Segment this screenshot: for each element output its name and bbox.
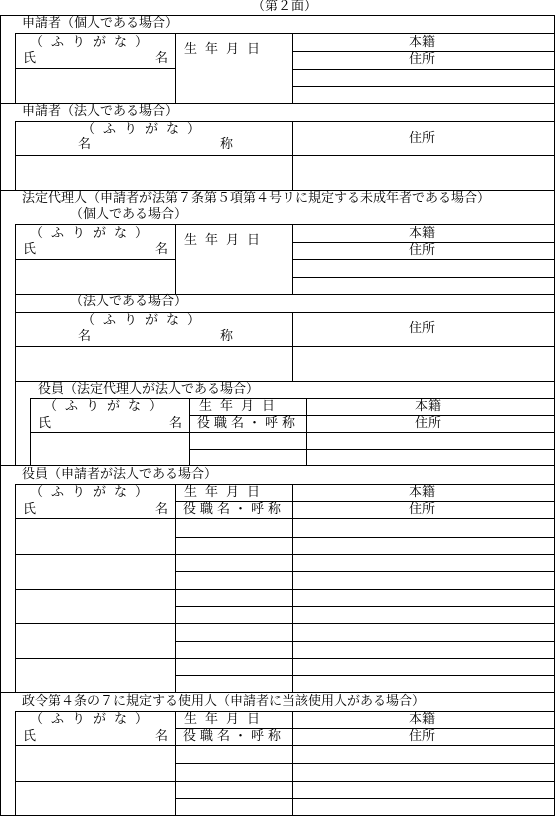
honseki-label: 本籍	[409, 226, 436, 241]
given-name-label: 名	[155, 729, 169, 744]
surname-label: 氏	[23, 729, 37, 744]
surname-label: 氏	[23, 51, 37, 66]
address-label: 住所	[409, 729, 436, 744]
title-suffix-label: 称	[220, 329, 234, 344]
birthdate-label: 生年月日	[184, 42, 269, 57]
honseki-label: 本籍	[409, 35, 436, 50]
page-number-header: （第２面）	[252, 0, 318, 14]
address-label: 住所	[409, 131, 436, 146]
birthdate-label: 生年月日	[184, 233, 269, 248]
birthdate-label: 生年月日	[184, 485, 269, 500]
birthdate-label: 生年月日	[184, 712, 269, 727]
address-label: 住所	[415, 416, 442, 431]
section-title-officers: 役員（申請者が法人である場合）	[22, 467, 218, 482]
subsection-corporate: （法人である場合）	[70, 294, 188, 309]
address-label: 住所	[409, 502, 436, 517]
position-title-label: 役職名・呼称	[197, 416, 300, 431]
name-label: 名	[78, 329, 92, 344]
section-title-individual-applicant: 申請者（個人である場合）	[22, 16, 179, 31]
given-name-label: 名	[169, 416, 183, 431]
furigana-label: （ふりがな）	[82, 313, 209, 328]
address-label: 住所	[409, 321, 436, 336]
position-title-label: 役職名・呼称	[183, 729, 286, 744]
furigana-label: （ふりがな）	[30, 35, 157, 50]
subsection-individual: （個人である場合）	[70, 207, 188, 222]
given-name-label: 名	[155, 242, 169, 257]
section-title-corporate-applicant: 申請者（法人である場合）	[22, 104, 179, 119]
position-title-label: 役職名・呼称	[183, 502, 286, 517]
section-title-employees: 政令第４条の７に規定する使用人（申請者に当該使用人がある場合）	[22, 694, 426, 709]
address-label: 住所	[409, 52, 436, 67]
surname-label: 氏	[23, 242, 37, 257]
birthdate-label: 生年月日	[199, 399, 284, 414]
title-suffix-label: 称	[220, 137, 234, 152]
furigana-label: （ふりがな）	[44, 399, 171, 414]
honseki-label: 本籍	[409, 712, 436, 727]
furigana-label: （ふりがな）	[30, 226, 157, 241]
honseki-label: 本籍	[409, 485, 436, 500]
given-name-label: 名	[155, 51, 169, 66]
subsection-legal-rep-officers: 役員（法定代理人が法人である場合）	[38, 382, 260, 397]
furigana-label: （ふりがな）	[30, 712, 157, 727]
surname-label: 氏	[23, 502, 37, 517]
furigana-label: （ふりがな）	[82, 122, 209, 137]
section-title-legal-rep: 法定代理人（申請者が法第７条第５項第４号リに規定する未成年者である場合）	[22, 191, 491, 206]
address-label: 住所	[409, 243, 436, 258]
furigana-label: （ふりがな）	[30, 485, 157, 500]
surname-label: 氏	[38, 416, 52, 431]
name-label: 名	[78, 137, 92, 152]
given-name-label: 名	[155, 502, 169, 517]
honseki-label: 本籍	[415, 399, 442, 414]
